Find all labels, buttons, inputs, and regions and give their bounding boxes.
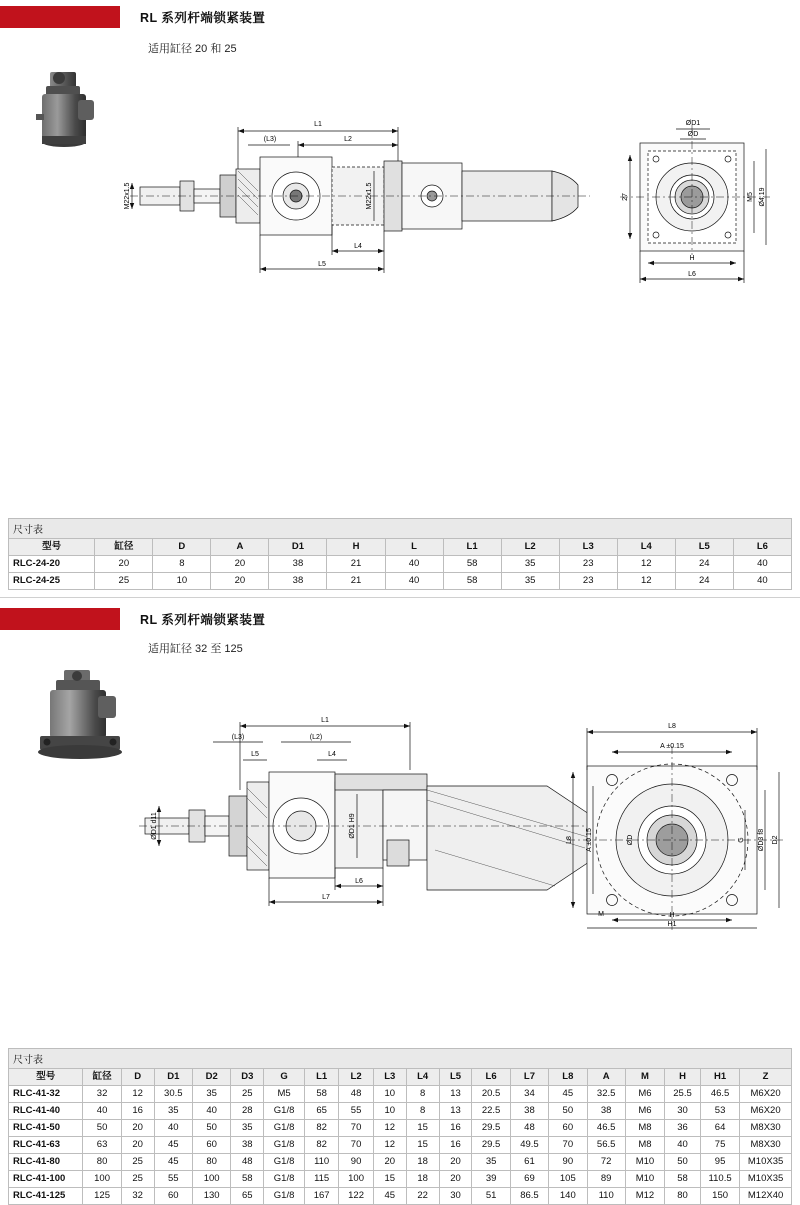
value-cell: 35 <box>472 1154 510 1171</box>
value-cell: M10 <box>625 1171 664 1188</box>
value-cell: 12 <box>617 556 675 573</box>
label-D1: ØD1 <box>685 120 701 127</box>
value-cell: 110 <box>304 1154 338 1171</box>
label2-G: G <box>738 837 745 843</box>
label2-A-top: A ±0.15 <box>660 743 684 750</box>
value-cell: 45 <box>549 1086 587 1103</box>
value-cell: M5 <box>264 1086 305 1103</box>
value-cell: 8 <box>406 1103 439 1120</box>
section-2-col-10: L4 <box>406 1069 439 1086</box>
value-cell: M6X20 <box>740 1086 792 1103</box>
value-cell: 25 <box>121 1154 154 1171</box>
value-cell: 55 <box>339 1103 373 1120</box>
value-cell: 25 <box>95 573 153 590</box>
value-cell: 20 <box>121 1137 154 1154</box>
label-L5: L5 <box>318 261 326 268</box>
value-cell: 48 <box>510 1120 548 1137</box>
section-2-red-bar <box>0 608 120 630</box>
value-cell: 38 <box>510 1103 548 1120</box>
section-1-col-1: 缸径 <box>95 539 153 556</box>
value-cell: 20 <box>373 1154 406 1171</box>
value-cell: 35 <box>231 1120 264 1137</box>
value-cell: 60 <box>549 1120 587 1137</box>
value-cell: 8 <box>406 1086 439 1103</box>
value-cell: 13 <box>439 1086 472 1103</box>
value-cell: 40 <box>192 1103 230 1120</box>
label-M5: M5 <box>747 192 754 202</box>
value-cell: 48 <box>231 1154 264 1171</box>
value-cell: 10 <box>373 1086 406 1103</box>
section-1-col-7: L1 <box>443 539 501 556</box>
label2-L3: (L3) <box>231 734 245 741</box>
section-2-col-4: D2 <box>192 1069 230 1086</box>
value-cell: G1/8 <box>264 1120 305 1137</box>
value-cell: 32 <box>121 1188 154 1205</box>
section-1-col-10: L4 <box>617 539 675 556</box>
value-cell: 12 <box>373 1137 406 1154</box>
value-cell: 29.5 <box>472 1120 510 1137</box>
label2-L2: (L2) <box>309 734 323 741</box>
value-cell: 58 <box>443 556 501 573</box>
value-cell: G1/8 <box>264 1154 305 1171</box>
value-cell: 22.5 <box>472 1103 510 1120</box>
table-row <box>9 556 792 573</box>
value-cell: 130 <box>192 1188 230 1205</box>
section-2-dimension-table <box>8 1068 792 1205</box>
value-cell: 25 <box>231 1086 264 1103</box>
value-cell: 89 <box>587 1171 625 1188</box>
section-2-col-8: L2 <box>339 1069 373 1086</box>
table-header-row <box>9 539 792 556</box>
value-cell: 23 <box>559 556 617 573</box>
model-cell: RLC-41-125 <box>9 1188 83 1205</box>
value-cell: M8 <box>625 1137 664 1154</box>
value-cell: 69 <box>510 1171 548 1188</box>
value-cell: 86.5 <box>510 1188 548 1205</box>
section-1-title: RL 系列杆端锁紧装置 <box>140 11 266 25</box>
value-cell: 45 <box>154 1137 192 1154</box>
value-cell: 15 <box>373 1171 406 1188</box>
value-cell: 115 <box>304 1171 338 1188</box>
section-divider <box>0 597 800 598</box>
value-cell: 50 <box>549 1103 587 1120</box>
table-row <box>9 573 792 590</box>
value-cell: 140 <box>549 1188 587 1205</box>
model-cell: RLC-41-100 <box>9 1171 83 1188</box>
value-cell: 12 <box>617 573 675 590</box>
value-cell: 50 <box>665 1154 701 1171</box>
value-cell: 29.5 <box>472 1137 510 1154</box>
value-cell: 110.5 <box>701 1171 740 1188</box>
value-cell: M10 <box>625 1154 664 1171</box>
value-cell: 125 <box>83 1188 121 1205</box>
value-cell: 60 <box>192 1137 230 1154</box>
label-L2: L2 <box>344 136 352 143</box>
value-cell: 35 <box>501 573 559 590</box>
value-cell: M10X35 <box>740 1171 792 1188</box>
value-cell: 38 <box>269 573 327 590</box>
value-cell: 20 <box>95 556 153 573</box>
value-cell: 40 <box>385 573 443 590</box>
section-1-drawing <box>120 105 790 310</box>
value-cell: 24 <box>675 556 733 573</box>
value-cell: 25 <box>121 1171 154 1188</box>
section-2-drawing <box>135 690 795 930</box>
value-cell: 110 <box>587 1188 625 1205</box>
value-cell: 16 <box>121 1103 154 1120</box>
label-M22x15-left: M22x1.5 <box>124 182 131 210</box>
value-cell: 20 <box>121 1120 154 1137</box>
value-cell: 100 <box>83 1171 121 1188</box>
value-cell: 50 <box>83 1120 121 1137</box>
model-cell: RLC-24-20 <box>9 556 95 573</box>
section-1-dimension-table <box>8 538 792 590</box>
section-2-col-12: L6 <box>472 1069 510 1086</box>
label2-H: H <box>669 912 675 919</box>
value-cell: 15 <box>406 1137 439 1154</box>
value-cell: 18 <box>406 1154 439 1171</box>
value-cell: 40 <box>154 1120 192 1137</box>
section-2-col-15: A <box>587 1069 625 1086</box>
value-cell: G1/8 <box>264 1188 305 1205</box>
section-1-table-caption: 尺寸表 <box>8 518 792 538</box>
section-2-col-1: 缸径 <box>83 1069 121 1086</box>
value-cell: 40 <box>385 556 443 573</box>
label-27: 27 <box>622 193 629 201</box>
value-cell: 70 <box>339 1120 373 1137</box>
value-cell: 8 <box>153 556 211 573</box>
value-cell: 48 <box>339 1086 373 1103</box>
value-cell: 15 <box>406 1120 439 1137</box>
value-cell: 12 <box>121 1086 154 1103</box>
table-row <box>9 1171 792 1188</box>
value-cell: 20 <box>211 573 269 590</box>
value-cell: 70 <box>339 1137 373 1154</box>
label-L6: L6 <box>688 271 696 278</box>
section-1-col-2: D <box>153 539 211 556</box>
value-cell: 35 <box>154 1103 192 1120</box>
section-2-col-17: H <box>665 1069 701 1086</box>
value-cell: 65 <box>231 1188 264 1205</box>
value-cell: 122 <box>339 1188 373 1205</box>
value-cell: M8 <box>625 1120 664 1137</box>
value-cell: M12X40 <box>740 1188 792 1205</box>
value-cell: M6 <box>625 1103 664 1120</box>
section-2-title: RL 系列杆端锁紧装置 <box>140 613 266 627</box>
label-H: H <box>689 255 695 262</box>
value-cell: 46.5 <box>587 1120 625 1137</box>
value-cell: 13 <box>439 1103 472 1120</box>
value-cell: 90 <box>549 1154 587 1171</box>
value-cell: 80 <box>83 1154 121 1171</box>
value-cell: G1/8 <box>264 1103 305 1120</box>
table-row <box>9 1137 792 1154</box>
value-cell: 12 <box>373 1120 406 1137</box>
value-cell: 60 <box>154 1188 192 1205</box>
value-cell: 105 <box>549 1171 587 1188</box>
value-cell: 53 <box>701 1103 740 1120</box>
value-cell: 90 <box>339 1154 373 1171</box>
value-cell: M6 <box>625 1086 664 1103</box>
model-cell: RLC-41-80 <box>9 1154 83 1171</box>
label2-L5: L5 <box>251 751 259 758</box>
value-cell: M12 <box>625 1188 664 1205</box>
section-1-col-8: L2 <box>501 539 559 556</box>
section-2-col-16: M <box>625 1069 664 1086</box>
value-cell: 30 <box>439 1188 472 1205</box>
section-2-col-0: 型号 <box>9 1069 83 1086</box>
value-cell: 24 <box>675 573 733 590</box>
section-2-col-2: D <box>121 1069 154 1086</box>
section-2-col-5: D3 <box>231 1069 264 1086</box>
value-cell: 58 <box>231 1171 264 1188</box>
value-cell: 51 <box>472 1188 510 1205</box>
value-cell: 58 <box>304 1086 338 1103</box>
section-1-col-0: 型号 <box>9 539 95 556</box>
model-cell: RLC-41-32 <box>9 1086 83 1103</box>
value-cell: 40 <box>83 1103 121 1120</box>
value-cell: 63 <box>83 1137 121 1154</box>
section-2-col-14: L8 <box>549 1069 587 1086</box>
section-1-col-5: H <box>327 539 385 556</box>
value-cell: 38 <box>231 1137 264 1154</box>
section-2-col-19: Z <box>740 1069 792 1086</box>
label2-M: M <box>598 911 604 918</box>
value-cell: 32.5 <box>587 1086 625 1103</box>
section-1-table-wrap <box>8 518 792 590</box>
section-1-col-3: A <box>211 539 269 556</box>
value-cell: 28 <box>231 1103 264 1120</box>
section-1-col-6: L <box>385 539 443 556</box>
label2-L1: L1 <box>321 717 329 724</box>
section-1-col-11: L5 <box>675 539 733 556</box>
value-cell: G1/8 <box>264 1171 305 1188</box>
label2-L8-left: L8 <box>566 836 573 844</box>
value-cell: 30 <box>665 1103 701 1120</box>
section-2-col-9: L3 <box>373 1069 406 1086</box>
value-cell: 167 <box>304 1188 338 1205</box>
table-row <box>9 1154 792 1171</box>
value-cell: 20.5 <box>472 1086 510 1103</box>
value-cell: M10X35 <box>740 1154 792 1171</box>
section-2-col-6: G <box>264 1069 305 1086</box>
section-2-col-13: L7 <box>510 1069 548 1086</box>
value-cell: G1/8 <box>264 1137 305 1154</box>
section-1-subtitle: 适用缸径 20 和 25 <box>148 43 237 55</box>
label2-D: ØD <box>627 834 634 846</box>
value-cell: 72 <box>587 1154 625 1171</box>
value-cell: 75 <box>701 1137 740 1154</box>
value-cell: 70 <box>549 1137 587 1154</box>
value-cell: 40 <box>665 1137 701 1154</box>
section-2-col-11: L5 <box>439 1069 472 1086</box>
label2-L4: L4 <box>328 751 336 758</box>
value-cell: 40 <box>733 556 791 573</box>
value-cell: 46.5 <box>701 1086 740 1103</box>
label2-A-left: A ±0.15 <box>586 828 593 852</box>
value-cell: 55 <box>154 1171 192 1188</box>
section-1-header <box>0 6 800 34</box>
label2-D1d11: ØD1 d11 <box>151 812 158 840</box>
value-cell: 58 <box>443 573 501 590</box>
section-2-col-18: H1 <box>701 1069 740 1086</box>
value-cell: 38 <box>269 556 327 573</box>
value-cell: 82 <box>304 1120 338 1137</box>
model-cell: RLC-24-25 <box>9 573 95 590</box>
label2-D2: D2 <box>772 835 779 845</box>
value-cell: 25.5 <box>665 1086 701 1103</box>
value-cell: 61 <box>510 1154 548 1171</box>
section-2-table-caption: 尺寸表 <box>8 1048 792 1068</box>
label-dia419: Ø4.19 <box>759 187 766 207</box>
label2-H1: H1 <box>667 921 677 928</box>
value-cell: 35 <box>501 556 559 573</box>
section-2-col-7: L1 <box>304 1069 338 1086</box>
value-cell: 20 <box>211 556 269 573</box>
value-cell: 36 <box>665 1120 701 1137</box>
value-cell: M6X20 <box>740 1103 792 1120</box>
value-cell: 64 <box>701 1120 740 1137</box>
section-1-col-4: D1 <box>269 539 327 556</box>
value-cell: 40 <box>733 573 791 590</box>
value-cell: 100 <box>339 1171 373 1188</box>
value-cell: 16 <box>439 1120 472 1137</box>
label-L1: L1 <box>314 121 322 128</box>
value-cell: 58 <box>665 1171 701 1188</box>
value-cell: 34 <box>510 1086 548 1103</box>
section-2-table-wrap <box>8 1048 792 1205</box>
label2-L8: L8 <box>668 723 676 730</box>
value-cell: 39 <box>472 1171 510 1188</box>
section-1-col-12: L6 <box>733 539 791 556</box>
value-cell: 56.5 <box>587 1137 625 1154</box>
model-cell: RLC-41-40 <box>9 1103 83 1120</box>
value-cell: 49.5 <box>510 1137 548 1154</box>
label-L4: L4 <box>354 243 362 250</box>
label2-D3f8: ØD3 f8 <box>758 828 765 852</box>
value-cell: 82 <box>304 1137 338 1154</box>
section-2-col-3: D1 <box>154 1069 192 1086</box>
label2-L7: L7 <box>322 894 330 901</box>
label2-D1H9: ØD1 H9 <box>349 813 356 839</box>
table-row <box>9 1086 792 1103</box>
label-D: ØD <box>687 131 699 138</box>
value-cell: 45 <box>154 1154 192 1171</box>
value-cell: 21 <box>327 573 385 590</box>
model-cell: RLC-41-63 <box>9 1137 83 1154</box>
value-cell: 38 <box>587 1103 625 1120</box>
label-L3: (L3) <box>263 136 277 143</box>
value-cell: 20 <box>439 1171 472 1188</box>
value-cell: 35 <box>192 1086 230 1103</box>
value-cell: 22 <box>406 1188 439 1205</box>
section-2-header <box>0 608 800 636</box>
table-row <box>9 1120 792 1137</box>
value-cell: 50 <box>192 1120 230 1137</box>
section-1-red-bar <box>0 6 120 28</box>
label-M22x15-right: M22x1.5 <box>366 182 373 210</box>
value-cell: M8X30 <box>740 1137 792 1154</box>
section-2-product-photo <box>20 660 150 780</box>
value-cell: 65 <box>304 1103 338 1120</box>
value-cell: 95 <box>701 1154 740 1171</box>
value-cell: 21 <box>327 556 385 573</box>
section-2-subtitle: 适用缸径 32 至 125 <box>148 643 243 655</box>
value-cell: 20 <box>439 1154 472 1171</box>
table-row <box>9 1188 792 1205</box>
value-cell: 80 <box>192 1154 230 1171</box>
value-cell: M8X30 <box>740 1120 792 1137</box>
value-cell: 16 <box>439 1137 472 1154</box>
value-cell: 45 <box>373 1188 406 1205</box>
section-1-col-9: L3 <box>559 539 617 556</box>
value-cell: 10 <box>153 573 211 590</box>
table-row <box>9 1103 792 1120</box>
value-cell: 100 <box>192 1171 230 1188</box>
model-cell: RLC-41-50 <box>9 1120 83 1137</box>
value-cell: 23 <box>559 573 617 590</box>
value-cell: 32 <box>83 1086 121 1103</box>
value-cell: 80 <box>665 1188 701 1205</box>
value-cell: 18 <box>406 1171 439 1188</box>
table-header-row <box>9 1069 792 1086</box>
value-cell: 30.5 <box>154 1086 192 1103</box>
label2-L6: L6 <box>355 878 363 885</box>
value-cell: 150 <box>701 1188 740 1205</box>
value-cell: 10 <box>373 1103 406 1120</box>
